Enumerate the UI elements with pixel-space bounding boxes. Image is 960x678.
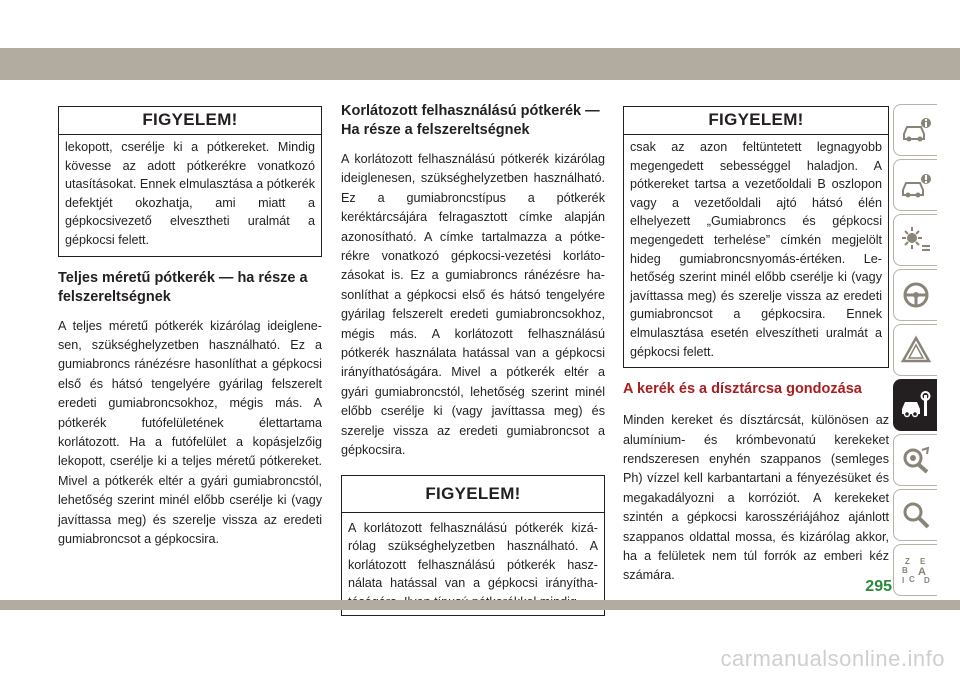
watermark: carmanualsonline.info bbox=[720, 646, 945, 671]
car-alert-icon bbox=[900, 169, 932, 201]
chapter-tabs bbox=[893, 104, 937, 599]
warning-text: csak az azon feltüntetett legnagyobb megengedett sebességgel haladjon. A pótkereket tartsa a vezetőoldali B oszlopon vagy a vezetőoldali ajtó hátsó élén elhelyezett „Gumiabroncs és gépkocsi megengedett terhelése” címkén megjelölt hideg gumiabroncsnyomás-értéken. Lehetőség szerint minél előbb cserélje ki (vagy javíttassa meg) és szerelje vissza az eredeti gumiabroncsot a gépkocsira. Ennek elmulasztása esetén elveszítheti uralmát a gépkocsi felett. bbox=[630, 140, 882, 359]
tab-steering-wheel[interactable] bbox=[893, 269, 937, 321]
index-letter: C bbox=[908, 575, 915, 584]
warning-title: FIGYELEM! bbox=[342, 476, 604, 513]
tab-dashboard-lights[interactable] bbox=[893, 214, 937, 266]
section-heading-accent: A kerék és a dísztárcsa gondozása bbox=[623, 381, 862, 398]
warning-box bbox=[58, 106, 322, 257]
car-service-icon bbox=[900, 389, 932, 421]
warning-title: FIGYELEM! bbox=[624, 107, 888, 135]
search-index-icon bbox=[900, 499, 932, 531]
tab-car-service[interactable] bbox=[893, 379, 937, 431]
specifications-icon bbox=[900, 444, 932, 476]
tab-car-info[interactable] bbox=[893, 104, 937, 156]
footer-band bbox=[0, 600, 960, 610]
tab-search-index[interactable] bbox=[893, 489, 937, 541]
tab-alphabet-index[interactable] bbox=[893, 544, 937, 596]
index-letter: I bbox=[901, 576, 904, 585]
section-heading: Teljes méretű pótkerék — ha része a felszereltségnek bbox=[58, 269, 308, 305]
column-middle bbox=[341, 102, 605, 628]
warning-title: FIGYELEM! bbox=[59, 107, 321, 135]
warning-box bbox=[341, 475, 605, 617]
header-band bbox=[0, 48, 960, 80]
section-heading: Korlátozott felhasználású pótkerék — Ha része a felszereltségnek bbox=[341, 103, 600, 138]
warning-text: lekopott, cserélje ki a pótkereket. Mindig kövesse az adott pótkerékre vonatkozó utasításokat. Ennek elmulasztása a pótkerék defektjét okozhatja, ami miatt a gépkocsivezető elvesztheti uralmát a gépkocsi felett. bbox=[65, 140, 315, 247]
section-body: A teljes méretű pótkerék kizárólag ideiglenesen, szükséghelyzetben használható. Ez a gumiabroncs ránézésre hasonlíthat a gépkocsi első és hátsó tengelyére gyárilag felszerelt eredeti gumiabroncsokhoz, mégis más. A pótkerék futófelületének élettartama korlátozott. Ha a futófelület a kopásjelzőig lekopott, cserélje ki a teljes méretű pótkereket. Mivel a pótkerék eltér a gyári gumiabroncstól, lehetőség szerint minél előbb cserélje ki (vagy javíttassa meg) és szerelje vissza az eredeti gumiabroncsot a gépkocsira. bbox=[58, 318, 322, 547]
car-info-icon bbox=[900, 114, 932, 146]
steering-wheel-icon bbox=[900, 279, 932, 311]
index-letter: E bbox=[919, 557, 925, 566]
dashboard-lights-icon bbox=[900, 224, 932, 256]
section-body: A korlátozott felhasználású pótkerék kizárólag ideiglenesen, szükséghelyzetben használható. Ez a gumiabroncstípus a pótkerék keréktárcsájára felragasztott címke alapján azonosítható. A címke tartalmazza a pótkerékre vonatkozó gépkocsi-vezetési korlátozásokat is. Ez a gumiabroncs ránézésre hasonlíthat a gépkocsi első és hátsó tengelyére gyárilag felszerelt eredeti gumiabroncsokhoz, mégis más. A korlátozott felhasználású pótkerék használata hatással van a gépkocsi irányíthatóságára. Mivel a pótkerék eltér a gyári gumiabroncstól, lehetőség szerint minél előbb cserélje ki (vagy javíttassa meg) és szerelje vissza az eredeti gumiabroncsot a gépkocsira. bbox=[341, 152, 605, 458]
tab-car-alert[interactable] bbox=[893, 159, 937, 211]
warning-box bbox=[623, 106, 889, 368]
page-number: 295 bbox=[865, 578, 892, 595]
section-body: Minden kereket és dísztárcsát, különösen az alumínium- és krómbevonatú kerekeket rendszeresen enyhén szappanos (semleges Ph) vízzel kell karbantartani a fényezésüket és megakadályozni a korróziót. A kerekeket szintén a gépkocsi karosszériájához ajánlott szappanos oldattal mossa, és kizárólag akkor, ha a felületek nem túl forrók az emberi kéz számára. bbox=[623, 413, 889, 583]
index-letter: Z bbox=[904, 557, 910, 566]
tab-warning-triangle[interactable] bbox=[893, 324, 937, 376]
index-letter: B bbox=[901, 566, 908, 575]
column-left bbox=[58, 106, 322, 549]
index-letter: A bbox=[917, 566, 926, 578]
column-right bbox=[623, 106, 889, 586]
index-letter: D bbox=[923, 576, 930, 585]
alphabet-index-icon bbox=[900, 554, 932, 586]
warning-triangle-icon bbox=[900, 334, 932, 366]
tab-specifications[interactable] bbox=[893, 434, 937, 486]
warning-text: A korlátozott felhasználású pótkerék kizárólag szükséghelyzetben használható. A korlátozott felhasználású pótkerék használata hatással van a gépkocsi irányítha bbox=[348, 520, 598, 591]
